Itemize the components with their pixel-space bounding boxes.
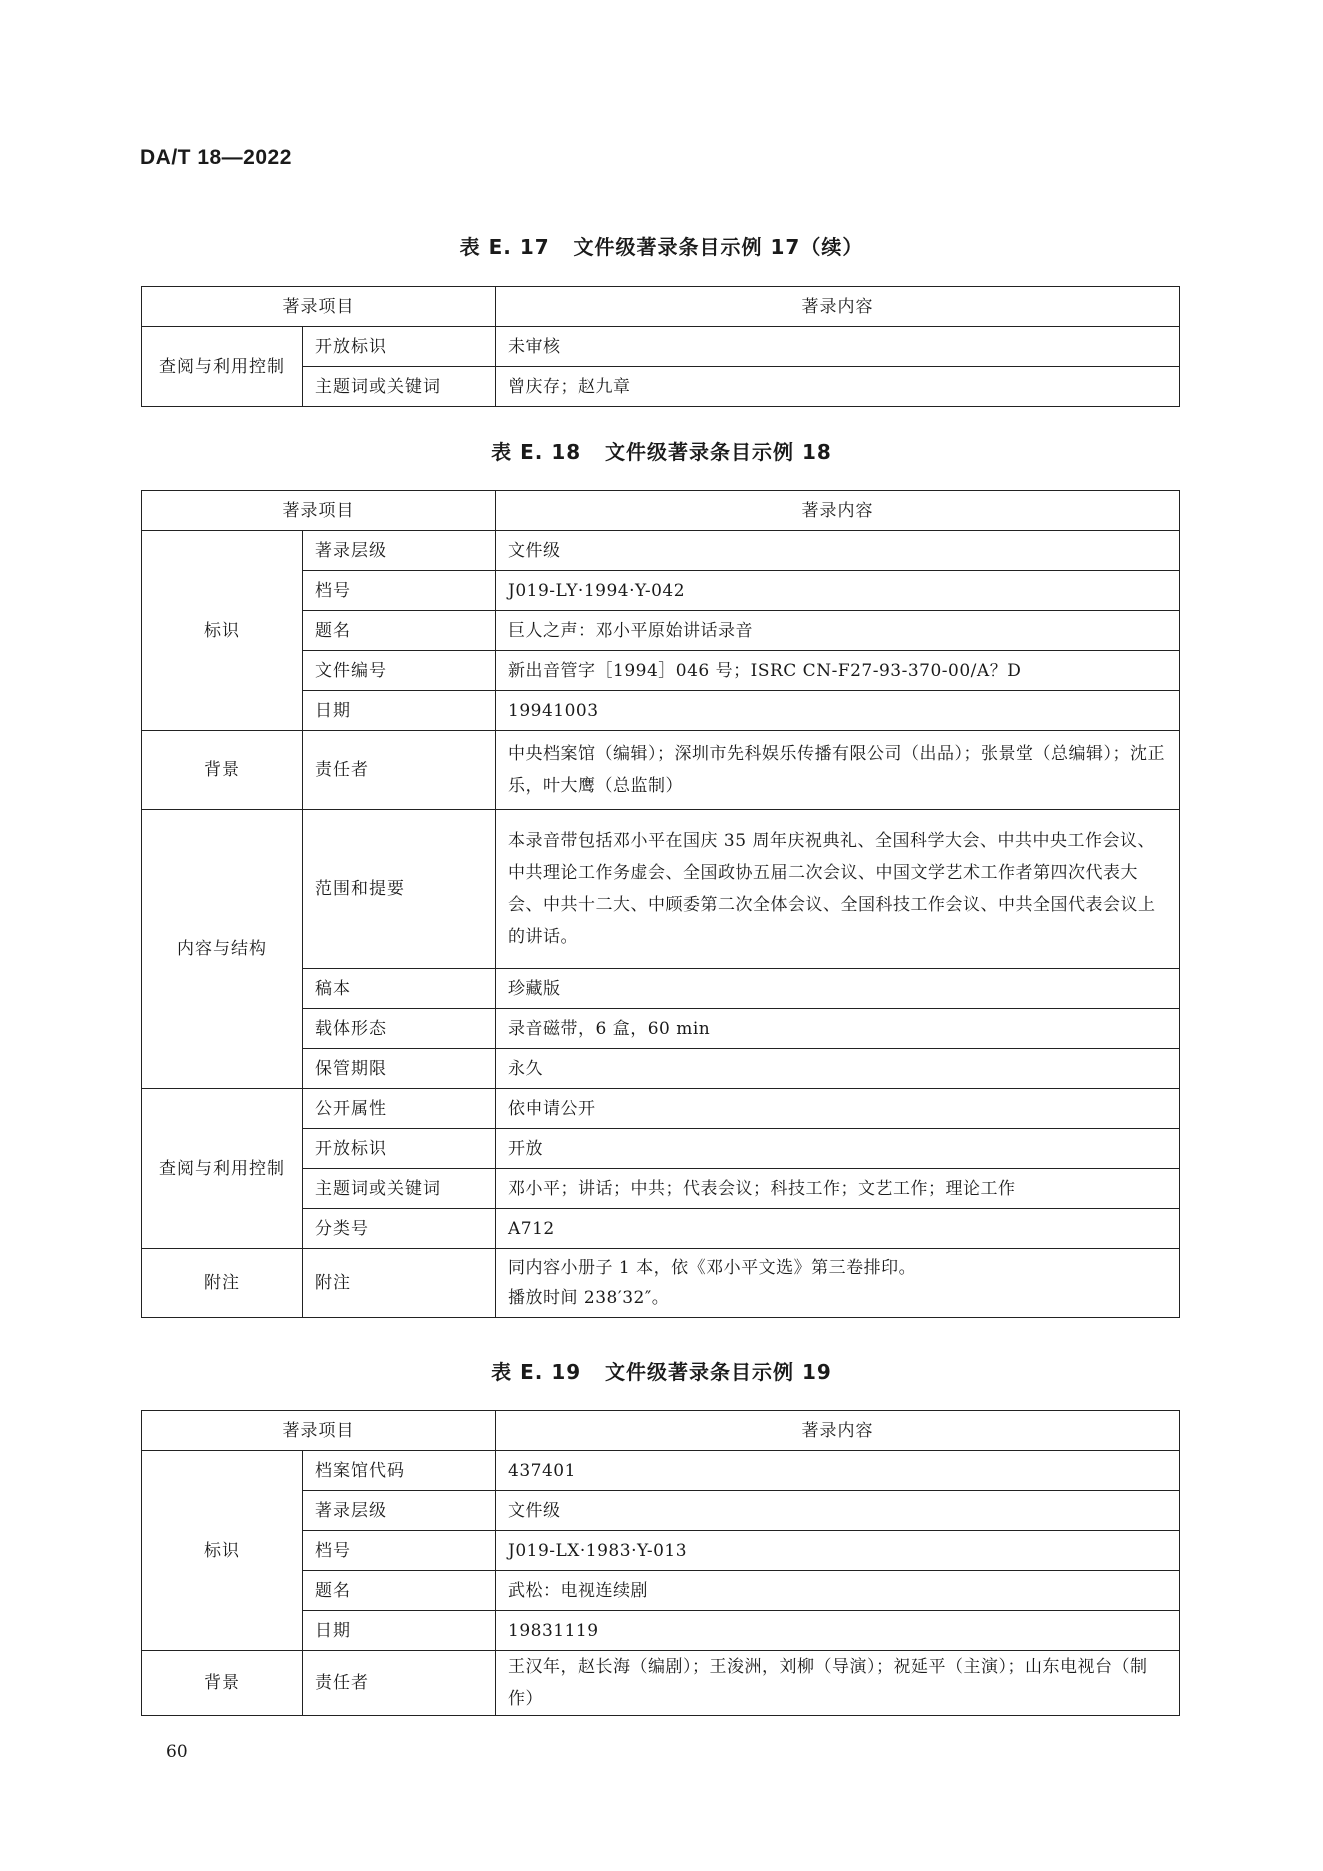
- item-value: 邓小平；讲话；中共；代表会议；科技工作；文艺工作；理论工作: [496, 1169, 1180, 1209]
- page-number: 60: [166, 1742, 188, 1762]
- item-label: 日期: [303, 1611, 496, 1651]
- table-row: [142, 731, 1180, 810]
- item-label: 档案馆代码: [303, 1451, 496, 1491]
- item-value: 未审核: [496, 327, 1180, 367]
- item-value: 永久: [496, 1049, 1180, 1089]
- item-value: J019-LY·1994·Y-042: [496, 571, 1180, 611]
- item-value: 19941003: [496, 691, 1180, 731]
- item-value: 文件级: [496, 1491, 1180, 1531]
- group-access-control: 查阅与利用控制: [142, 1089, 303, 1249]
- table-row: [142, 1651, 1180, 1716]
- table-17-title: 表 E. 17 文件级著录条目示例 17（续）: [459, 235, 864, 259]
- item-value: 文件级: [496, 531, 1180, 571]
- item-value: J019-LX·1983·Y-013: [496, 1531, 1180, 1571]
- item-value: 录音磁带，6 盒，60 min: [496, 1009, 1180, 1049]
- item-label: 主题词或关键词: [303, 1169, 496, 1209]
- item-label: 开放标识: [303, 327, 496, 367]
- header-item: 著录项目: [142, 287, 496, 327]
- table-18: [141, 490, 1180, 1318]
- note-line: 播放时间 238′32″。: [508, 1288, 670, 1308]
- item-value: 新出音管字［1994］046 号；ISRC CN-F27-93-370-00/A？D: [496, 651, 1180, 691]
- table-row: [142, 1451, 1180, 1491]
- item-label: 题名: [303, 611, 496, 651]
- item-label: 责任者: [303, 731, 496, 810]
- group-access-control: 查阅与利用控制: [142, 327, 303, 407]
- table-18-title: 表 E. 18 文件级著录条目示例 18: [491, 440, 832, 464]
- group-notes: 附注: [142, 1249, 303, 1318]
- item-label: 著录层级: [303, 531, 496, 571]
- item-label: 分类号: [303, 1209, 496, 1249]
- item-value: 19831119: [496, 1611, 1180, 1651]
- item-value: 巨人之声：邓小平原始讲话录音: [496, 611, 1180, 651]
- item-label: 范围和提要: [303, 810, 496, 969]
- item-value: 武松：电视连续剧: [496, 1571, 1180, 1611]
- item-value: 珍藏版: [496, 969, 1180, 1009]
- group-identification: 标识: [142, 531, 303, 731]
- table-row: [142, 1249, 1180, 1318]
- header-content: 著录内容: [496, 1411, 1180, 1451]
- item-label: 档号: [303, 571, 496, 611]
- item-value: [496, 1249, 1180, 1318]
- item-label: 稿本: [303, 969, 496, 1009]
- item-label: 责任者: [303, 1651, 496, 1716]
- table-19-title: 表 E. 19 文件级著录条目示例 19: [491, 1360, 832, 1384]
- item-value: 中央档案馆（编辑）；深圳市先科娱乐传播有限公司（出品）；张景堂（总编辑）；沈正乐，叶大鹰（总监制）: [496, 731, 1180, 810]
- table-row: [142, 327, 1180, 367]
- table-row: [142, 531, 1180, 571]
- table-17: [141, 286, 1180, 407]
- item-label: 附注: [303, 1249, 496, 1318]
- item-value: 开放: [496, 1129, 1180, 1169]
- table-row: [142, 1089, 1180, 1129]
- item-value: 437401: [496, 1451, 1180, 1491]
- item-value: 本录音带包括邓小平在国庆 35 周年庆祝典礼、全国科学大会、中共中央工作会议、中共理论工作务虚会、全国政协五届二次会议、中国文学艺术工作者第四次代表大会、中共十二大、中顾委第二次全体会议、全国科技工作会议、中共全国代表会议上的讲话。: [496, 810, 1180, 969]
- table-row: [142, 810, 1180, 969]
- item-label: 载体形态: [303, 1009, 496, 1049]
- item-label: 公开属性: [303, 1089, 496, 1129]
- item-label: 保管期限: [303, 1049, 496, 1089]
- document-code: DA/T 18—2022: [140, 146, 292, 169]
- item-value: 依申请公开: [496, 1089, 1180, 1129]
- item-label: 著录层级: [303, 1491, 496, 1531]
- group-content-structure: 内容与结构: [142, 810, 303, 1089]
- item-label: 开放标识: [303, 1129, 496, 1169]
- item-label: 文件编号: [303, 651, 496, 691]
- note-line: 同内容小册子 1 本，依《邓小平文选》第三卷排印。: [508, 1258, 917, 1278]
- table-19: [141, 1410, 1180, 1716]
- item-label: 日期: [303, 691, 496, 731]
- group-identification: 标识: [142, 1451, 303, 1651]
- item-value: 王汉年，赵长海（编剧）；王浚洲，刘柳（导演）；祝延平（主演）；山东电视台（制作）: [496, 1651, 1180, 1716]
- group-background: 背景: [142, 1651, 303, 1716]
- group-background: 背景: [142, 731, 303, 810]
- header-item: 著录项目: [142, 1411, 496, 1451]
- item-value: A712: [496, 1209, 1180, 1249]
- header-item: 著录项目: [142, 491, 496, 531]
- item-label: 档号: [303, 1531, 496, 1571]
- header-content: 著录内容: [496, 287, 1180, 327]
- header-content: 著录内容: [496, 491, 1180, 531]
- item-value: 曾庆存；赵九章: [496, 367, 1180, 407]
- item-label: 主题词或关键词: [303, 367, 496, 407]
- item-label: 题名: [303, 1571, 496, 1611]
